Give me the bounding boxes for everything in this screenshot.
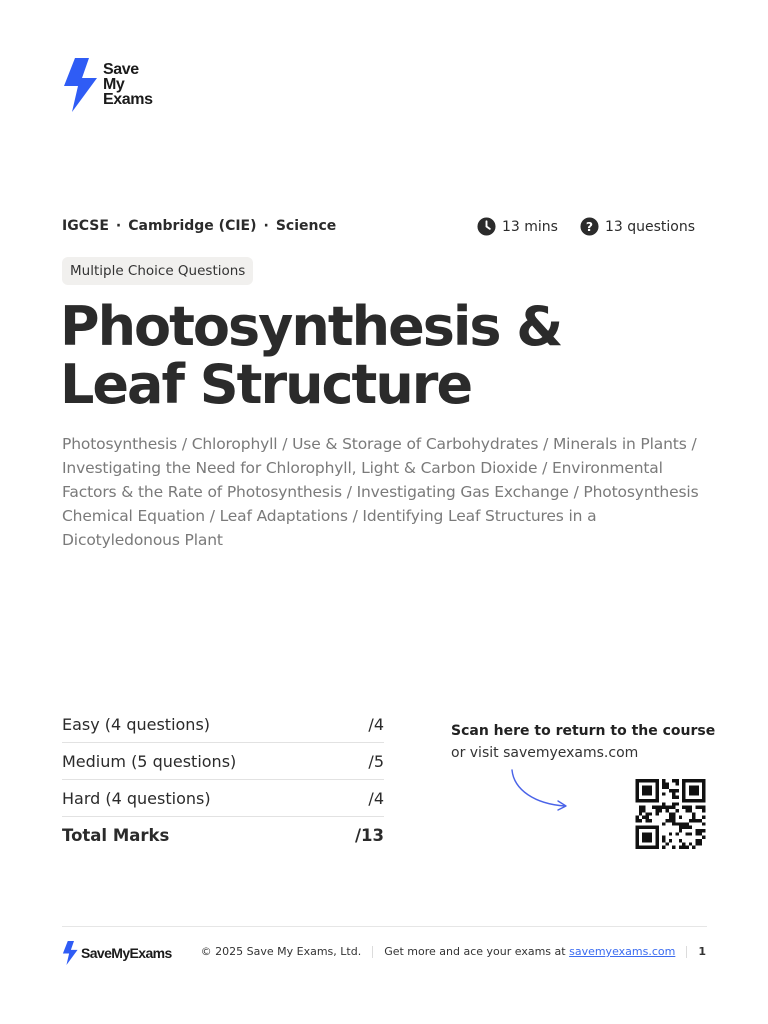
- page-title: [60, 295, 710, 416]
- question-count-info: [580, 217, 695, 236]
- lightning-bolt-icon: [62, 941, 78, 965]
- qr-code[interactable]: [634, 779, 707, 849]
- marks-row-value: /5: [368, 751, 384, 771]
- breadcrumb-board: Cambridge (CIE): [128, 218, 257, 234]
- logo-wordmark: [103, 62, 153, 107]
- logo-line: Save: [103, 61, 139, 78]
- duration-text: 13 mins: [501, 218, 558, 235]
- logo-line: My: [103, 76, 125, 93]
- total-marks-label: Total Marks: [62, 825, 170, 845]
- quiz-meta: [477, 217, 695, 236]
- marks-row-value: /4: [368, 714, 384, 734]
- website-link[interactable]: savemyexams.com: [569, 945, 676, 958]
- question-count-text: 13 questions: [604, 218, 695, 235]
- breadcrumb-level: IGCSE: [62, 218, 109, 234]
- title-line: Photosynthesis &: [60, 295, 562, 358]
- total-marks-value: /13: [355, 825, 384, 845]
- footer-cta-text: Get more and ace your exams at: [384, 945, 570, 958]
- marks-row-medium: [62, 743, 384, 780]
- breadcrumb-separator: ·: [263, 218, 269, 234]
- footer-info: [201, 945, 706, 958]
- page-number: 1: [698, 945, 706, 958]
- marks-row-total: [62, 817, 384, 853]
- scan-subtitle: or visit savemyexams.com: [451, 745, 639, 761]
- scan-title: Scan here to return to the course: [451, 723, 716, 739]
- breadcrumb-separator: ·: [115, 218, 122, 234]
- footer-divider: [62, 926, 707, 927]
- title-line: Leaf Structure: [60, 353, 472, 416]
- marks-table: [62, 706, 384, 853]
- marks-row-hard: [62, 780, 384, 817]
- marks-row-easy: [62, 706, 384, 743]
- duration-info: [477, 217, 558, 236]
- footer-wordmark: SaveMyExams: [81, 945, 172, 961]
- footer-logo: [62, 941, 172, 965]
- footer-separator: [372, 946, 373, 958]
- breadcrumb-subject: Science: [275, 218, 337, 234]
- lightning-bolt-icon: [62, 58, 98, 112]
- svg-text:?: ?: [585, 219, 594, 234]
- marks-row-label: Hard (4 questions): [62, 788, 211, 808]
- topic-list: Photosynthesis / Chlorophyll / Use & Storage of Carbohydrates / Minerals in Plants / Investigating the Need for Chlorophyll, Light & Carbon Dioxide / Environmental Factors & the Rate of Photosynthesis / Investigating Gas Exchange / Photosynthesis Chemical Equation / Leaf Adaptations / Identifying Leaf Structures in a Dicotyledonous Plant: [62, 435, 699, 549]
- footer-cta: [384, 945, 675, 958]
- marks-row-value: /4: [368, 788, 384, 808]
- clock-icon: [477, 217, 496, 236]
- curved-arrow-icon: [505, 768, 575, 816]
- marks-row-label: Easy (4 questions): [62, 714, 211, 734]
- breadcrumb: [62, 218, 336, 234]
- footer-separator: [686, 946, 687, 958]
- question-mark-icon: [580, 217, 599, 236]
- question-type-tag: Multiple Choice Questions: [62, 257, 253, 285]
- logo-line: Exams: [103, 91, 153, 108]
- copyright-text: © 2025 Save My Exams, Ltd.: [200, 945, 362, 958]
- marks-row-label: Medium (5 questions): [62, 751, 237, 771]
- brand-logo: [62, 58, 153, 112]
